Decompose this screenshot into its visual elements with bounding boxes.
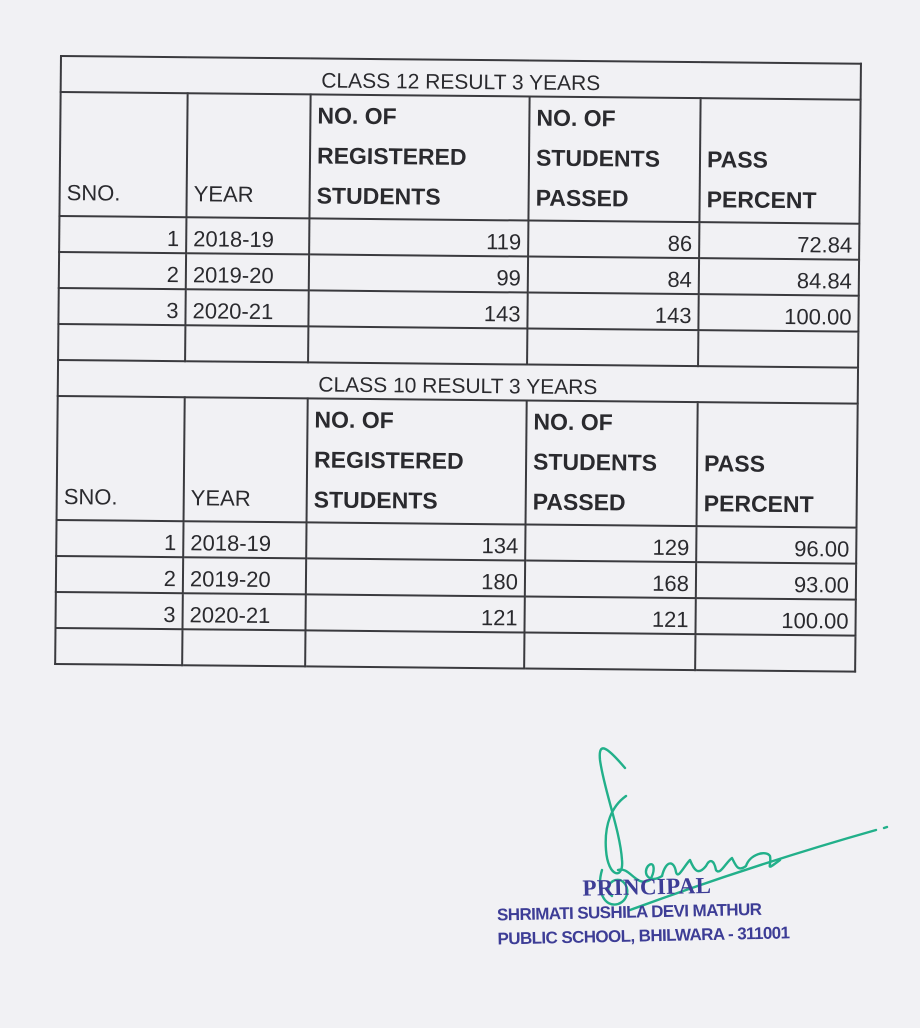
header-pass-percent: PASS PERCENT (697, 402, 858, 528)
class12-results-table (54, 55, 862, 673)
stamp-school-name: SHRIMATI SUSHILA DEVI MATHUR (496, 899, 762, 925)
table-row: 2 2019-20 180 168 93.00 (56, 556, 856, 600)
table-row: 1 2018-19 119 86 72.84 (59, 216, 859, 260)
header-sno: SNO. (59, 92, 187, 217)
header-year: YEAR (184, 397, 308, 522)
class10-header-row (57, 396, 858, 528)
header-registered: NO. OF REGISTERED STUDENTS (307, 398, 527, 524)
stamp-school-address: PUBLIC SCHOOL, BHILWARA - 311001 (497, 923, 790, 949)
header-year: YEAR (186, 93, 310, 218)
principal-stamp (496, 871, 827, 952)
table-row: 3 2020-21 143 143 100.00 (58, 288, 858, 332)
header-registered: NO. OF REGISTERED STUDENTS (309, 94, 529, 220)
header-pass-percent: PASS PERCENT (699, 98, 860, 224)
principal-signature (480, 720, 900, 1000)
stamp-title: PRINCIPAL (582, 872, 712, 901)
class12-header-row (59, 92, 860, 224)
header-passed: NO. OF STUDENTS PASSED (526, 400, 698, 526)
table-row: 1 2018-19 134 129 96.00 (56, 520, 856, 564)
results-sheet (54, 55, 866, 673)
class12-table-title: CLASS 12 RESULT 3 YEARS (61, 56, 861, 100)
header-sno: SNO. (57, 396, 185, 521)
blank-row (55, 628, 855, 672)
table-row: 3 2020-21 121 121 100.00 (55, 592, 855, 636)
header-passed: NO. OF STUDENTS PASSED (528, 97, 700, 223)
class10-table-title: CLASS 10 RESULT 3 YEARS (58, 360, 858, 404)
table-row: 2 2019-20 99 84 84.84 (59, 252, 859, 296)
